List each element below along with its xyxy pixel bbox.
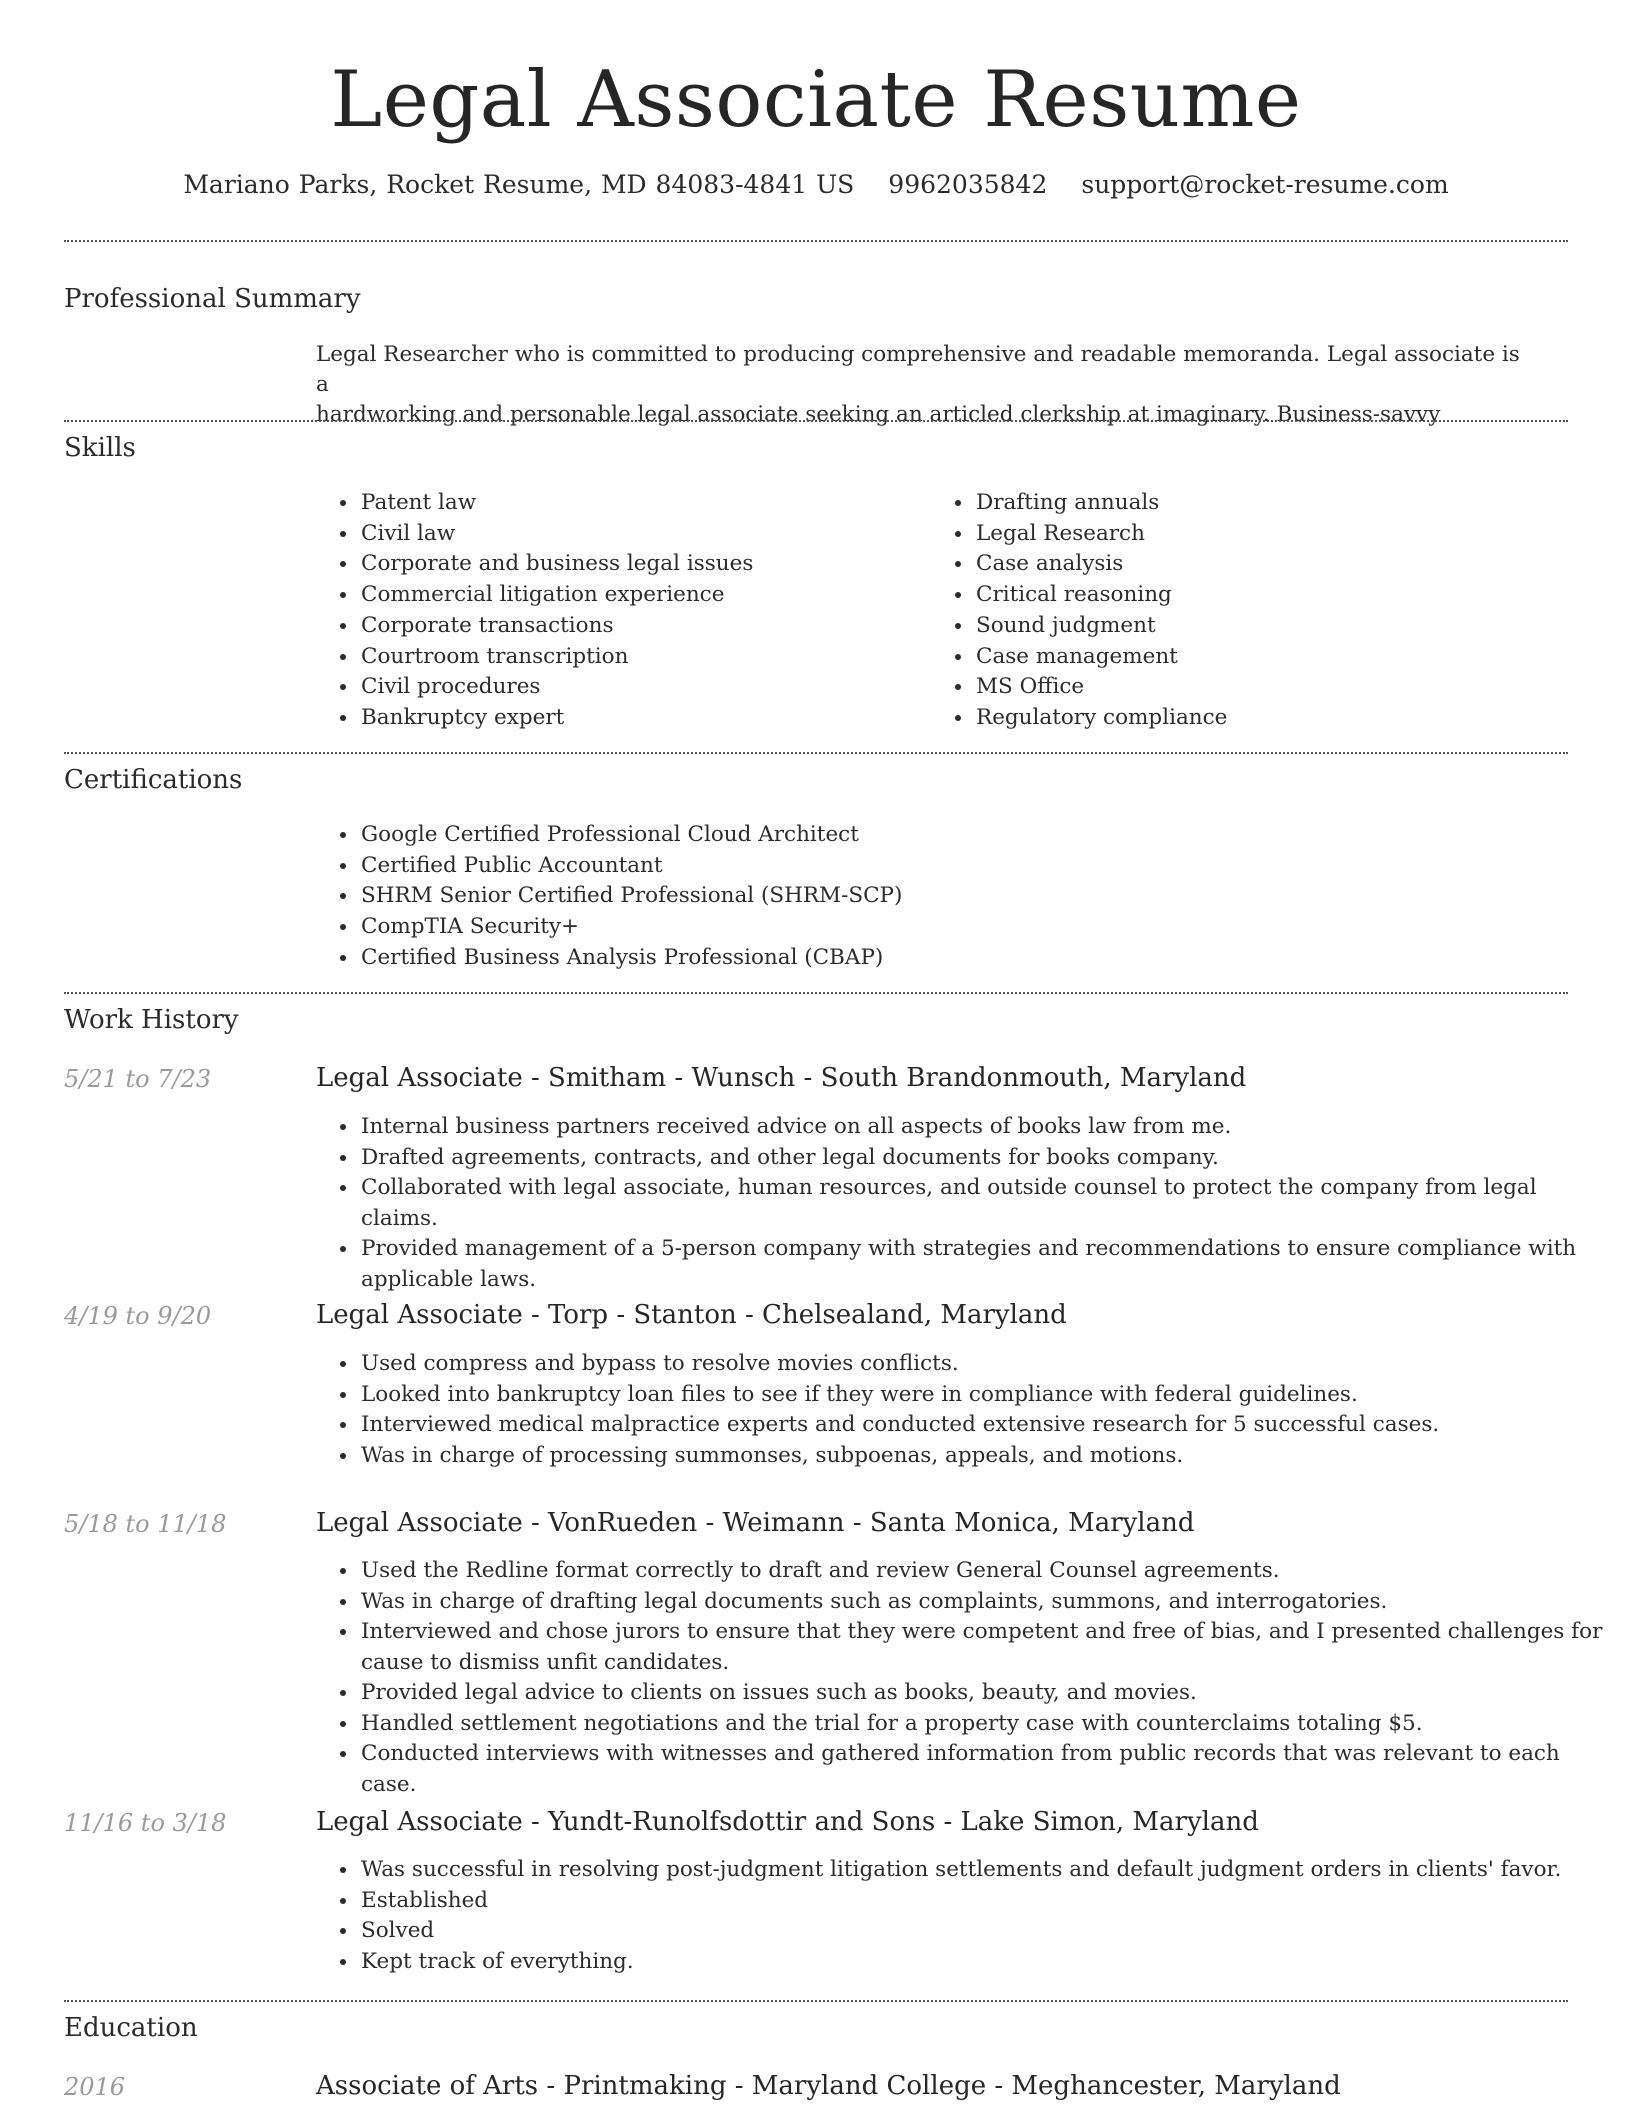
skill-item: • Case management <box>974 642 1534 673</box>
skill-item: • Sound judgment <box>974 611 1534 642</box>
job-bullet: • Drafted agreements, contracts, and other legal documents for books company. <box>359 1143 1609 1174</box>
skill-item: • Legal Research <box>974 519 1534 550</box>
divider <box>64 420 1568 422</box>
job-bullet: • Provided management of a 5-person company with strategies and recommendations to ensure compliance with applicable laws. <box>359 1234 1609 1295</box>
certification-item: • Certified Public Accountant <box>359 851 1559 882</box>
divider <box>64 2000 1568 2002</box>
job-bullet: • Used compress and bypass to resolve movies conflicts. <box>359 1349 1609 1380</box>
divider <box>64 752 1568 754</box>
job-bullet: • Interviewed medical malpractice experts and conducted extensive research for 5 successful cases. <box>359 1410 1609 1441</box>
job-bullet: • Kept track of everything. <box>359 1947 1609 1978</box>
job-dates: 11/16 to 3/18 <box>64 1809 227 1837</box>
skill-item: • Civil law <box>359 519 919 550</box>
job-bullets <box>316 1556 1609 1800</box>
skill-item: • Courtroom transcription <box>359 642 919 673</box>
job-bullet: • Was in charge of drafting legal documents such as complaints, summons, and interrogatories. <box>359 1587 1609 1618</box>
skills-list-right <box>931 488 1534 734</box>
contact-phone: 9962035842 <box>888 170 1048 199</box>
summary-heading: Professional Summary <box>64 284 361 314</box>
contact-email[interactable]: support@rocket-resume.com <box>1081 170 1449 199</box>
job-title: Legal Associate - Torp - Stanton - Chelsealand, Maryland <box>316 1300 1067 1330</box>
skills-heading: Skills <box>64 433 136 463</box>
certifications-list <box>316 820 1559 974</box>
skill-item: • Corporate and business legal issues <box>359 549 919 580</box>
skill-item: • Patent law <box>359 488 919 519</box>
job-dates: 4/19 to 9/20 <box>64 1302 212 1330</box>
education-title: Associate of Arts - Printmaking - Maryland College - Meghancester, Maryland <box>316 2071 1341 2101</box>
skill-item: • Case analysis <box>974 549 1534 580</box>
job-bullets <box>316 1349 1609 1471</box>
job-bullet: • Looked into bankruptcy loan files to see if they were in compliance with federal guidelines. <box>359 1380 1609 1411</box>
certification-item: • Certified Business Analysis Professional (CBAP) <box>359 943 1559 974</box>
job-title: Legal Associate - VonRueden - Weimann - Santa Monica, Maryland <box>316 1508 1195 1538</box>
job-bullet: • Was in charge of processing summonses, subpoenas, appeals, and motions. <box>359 1441 1609 1472</box>
summary-line: Legal Researcher who is committed to producing comprehensive and readable memoranda. Legal associate is a <box>316 342 1520 397</box>
skills-list-left <box>316 488 919 734</box>
skill-item: • MS Office <box>974 672 1534 703</box>
certification-item: • Google Certified Professional Cloud Architect <box>359 820 1559 851</box>
job-bullet: • Was successful in resolving post-judgment litigation settlements and default judgment orders in clients' favor. <box>359 1855 1609 1886</box>
skill-item: • Civil procedures <box>359 672 919 703</box>
summary-line: hardworking and personable legal associate seeking an articled clerkship at imaginary. Business-savvy <box>316 402 1441 427</box>
job-bullets <box>316 1855 1609 1977</box>
job-dates: 5/18 to 11/18 <box>64 1510 227 1538</box>
education-date: 2016 <box>64 2073 126 2101</box>
job-title: Legal Associate - Smitham - Wunsch - South Brandonmouth, Maryland <box>316 1063 1247 1093</box>
summary-text <box>316 340 1526 430</box>
certification-item: • SHRM Senior Certified Professional (SHRM-SCP) <box>359 881 1559 912</box>
job-bullet: • Internal business partners received advice on all aspects of books law from me. <box>359 1112 1609 1143</box>
skill-item: • Commercial litigation experience <box>359 580 919 611</box>
job-bullet: • Established <box>359 1886 1609 1917</box>
education-heading: Education <box>64 2013 198 2043</box>
job-bullets <box>316 1112 1609 1295</box>
divider <box>64 240 1568 242</box>
job-bullet: • Solved <box>359 1916 1609 1947</box>
job-bullet: • Conducted interviews with witnesses and gathered information from public records that was relevant to each case. <box>359 1739 1609 1800</box>
skill-item: • Regulatory compliance <box>974 703 1534 734</box>
skill-item: • Bankruptcy expert <box>359 703 919 734</box>
job-bullet: • Collaborated with legal associate, human resources, and outside counsel to protect the company from legal claims. <box>359 1173 1609 1234</box>
job-bullet: • Interviewed and chose jurors to ensure that they were competent and free of bias, and I presented challenges for cause to dismiss unfit candidates. <box>359 1617 1609 1678</box>
job-dates: 5/21 to 7/23 <box>64 1065 212 1093</box>
contact-line <box>0 168 1632 202</box>
work-heading: Work History <box>64 1005 239 1035</box>
skill-item: • Corporate transactions <box>359 611 919 642</box>
certification-item: • CompTIA Security+ <box>359 912 1559 943</box>
skill-item: • Critical reasoning <box>974 580 1534 611</box>
divider <box>64 992 1568 994</box>
certifications-heading: Certifications <box>64 765 243 795</box>
job-title: Legal Associate - Yundt-Runolfsdottir and Sons - Lake Simon, Maryland <box>316 1807 1259 1837</box>
skill-item: • Drafting annuals <box>974 488 1534 519</box>
job-bullet: • Handled settlement negotiations and the trial for a property case with counterclaims totaling $5. <box>359 1709 1609 1740</box>
job-bullet: • Provided legal advice to clients on issues such as books, beauty, and movies. <box>359 1678 1609 1709</box>
page-title: Legal Associate Resume <box>330 55 1302 145</box>
contact-address: Mariano Parks, Rocket Resume, MD 84083-4841 US <box>183 170 855 199</box>
job-bullet: • Used the Redline format correctly to draft and review General Counsel agreements. <box>359 1556 1609 1587</box>
